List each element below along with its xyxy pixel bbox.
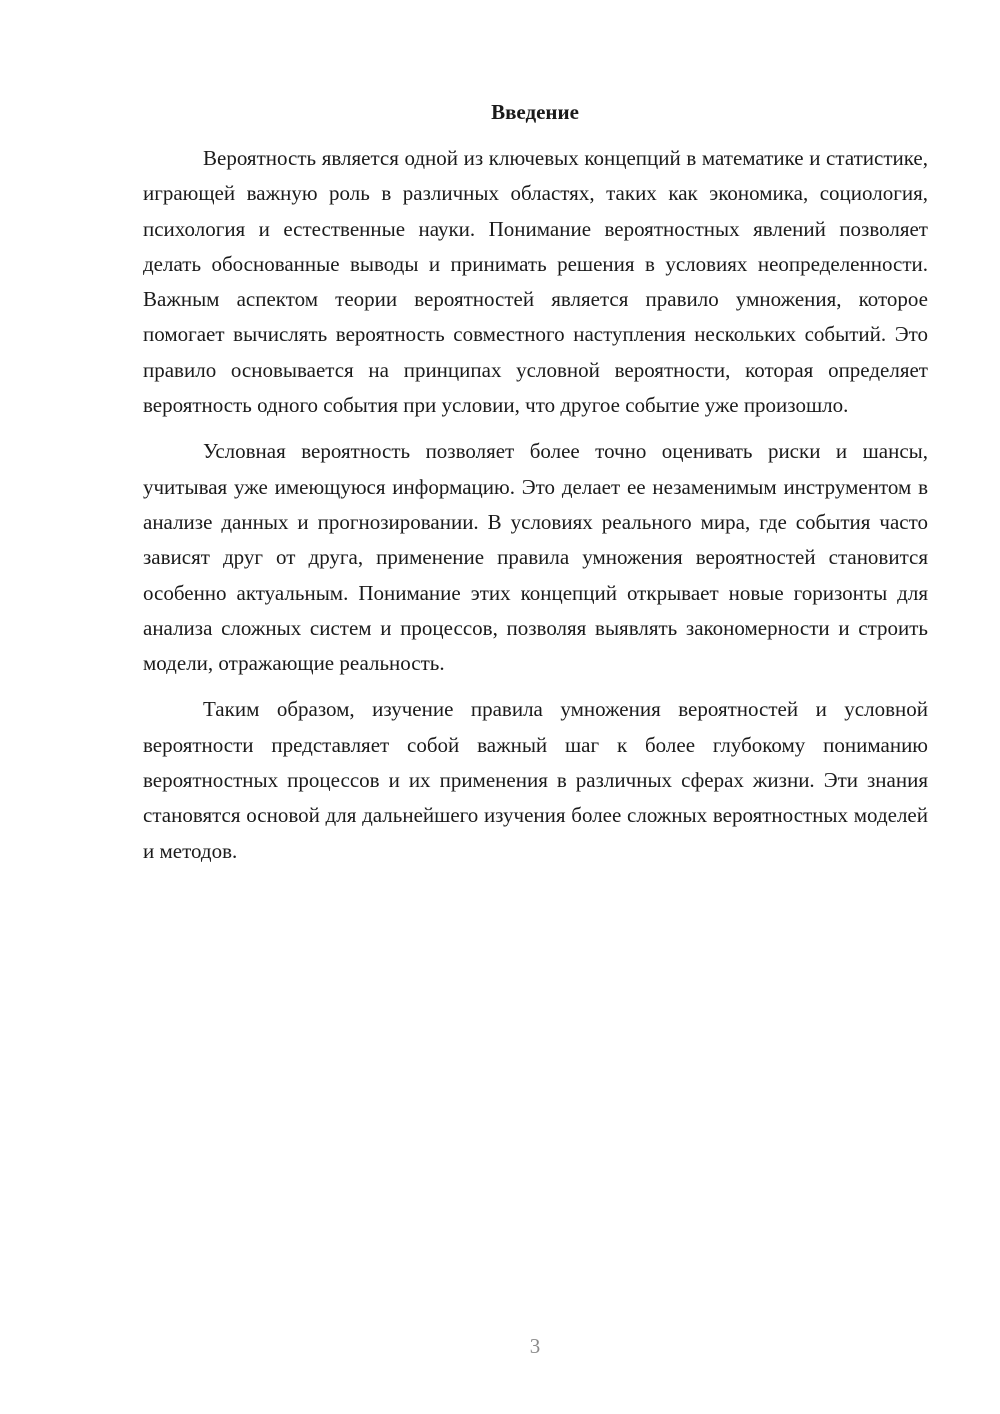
document-body [143,141,928,880]
paragraph-1: Вероятность является одной из ключевых концепций в математике и статистике, играющей важную роль в различных областях, таких как экономика, социология, психология и естественные науки. Понимание вероятностных явлений позволяет делать обоснованные выводы и принимать решения в условиях неопределенности. Важным аспектом теории вероятностей является правило умножения, которое помогает вычислять вероятность совместного наступления нескольких событий. Это правило основывается на принципах условной вероятности, которая определяет вероятность одного события при условии, что другое событие уже произошло. [143,146,928,418]
paragraph-3: Таким образом, изучение правила умножения вероятностей и условной вероятности представляет собой важный шаг к более глубокому пониманию вероятностных процессов и их применения в различных сферах жизни. Эти знания становятся основой для дальнейшего изучения более сложных вероятностных моделей и методов. [143,697,928,863]
page-title: Введение [491,100,579,124]
page-number: 3 [529,1334,541,1358]
paragraph-2: Условная вероятность позволяет более точно оценивать риски и шансы, учитывая уже имеющуюся информацию. Это делает ее незаменимым инструментом в анализе данных и прогнозировании. В условиях реального мира, где события часто зависят друг от друга, применение правила умножения вероятностей становится особенно актуальным. Понимание этих концепций открывает новые горизонты для анализа сложных систем и процессов, позволяя выявлять закономерности и строить модели, отражающие реальность. [143,439,928,676]
